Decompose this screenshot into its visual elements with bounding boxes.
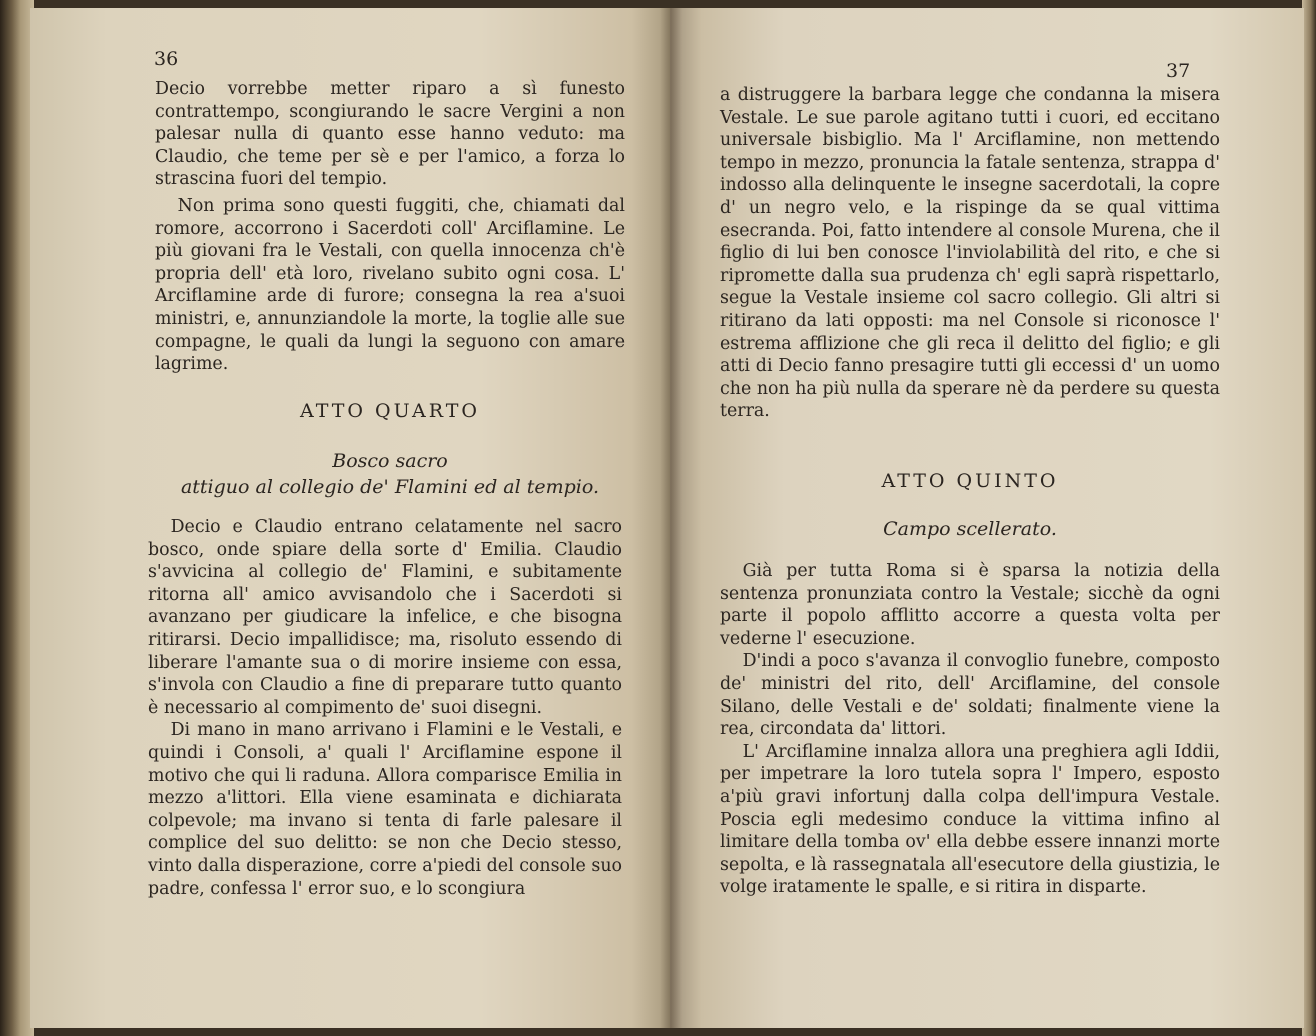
scene-line: Campo scellerato. xyxy=(883,518,1057,540)
left-page-top-text xyxy=(155,78,625,376)
left-page-edges xyxy=(0,0,34,1036)
paragraph: Decio e Claudio entrano celatamente nel sacro bosco, onde spiare della sorte d' Emilia. Claudio s'avvicina al collegio de' Flamini, e subitamente ritorna all' amico avvisandolo che i Sacerdoti si avanzano per giudicare la infelice, e che bisogna ritirarsi. Decio impallidisce; ma, risoluto essendo di liberare l'amante sua o di morire insieme con essa, s'invola con Claudio a fine di preparare tutto quanto è necessario al compimento de' suoi disegni. xyxy=(148,517,622,718)
act-heading: ATTO QUINTO xyxy=(881,470,1059,492)
paragraph: Già per tutta Roma si è sparsa la notizia della sentenza pronunziata contro la Vestale; sicchè da ogni parte il popolo afflitto accorre a questa volta per vederne l' esecuzione. xyxy=(720,561,1220,649)
book-gutter xyxy=(660,8,682,1028)
right-page xyxy=(670,8,1304,1028)
act-heading: ATTO QUARTO xyxy=(300,400,480,422)
paragraph: L' Arciflamine innalza allora una preghiera agli Iddii, per impetrare la loro tutela sopra l' Impero, esposto a'più gravi infortunj dalla colpa dell'impura Vestale. Poscia egli medesimo conduce la vittima infino al limitare della tomba ov' ella debbe essere innanzi morte sepolta, e là rassegnatala all'esecutore della giustizia, le volge iratamente le spalle, e si ritira in disparte. xyxy=(720,741,1220,898)
right-page-top-text xyxy=(720,84,1220,423)
scene-title xyxy=(720,516,1220,542)
paragraph: Non prima sono questi fuggiti, che, chiamati dal romore, accorrono i Sacerdoti coll' Arciflamine. Le più giovani fra le Vestali, con quella innocenza ch'è propria dell' età loro, rivelano subito ogni cosa. L' Arciflamine arde di furore; consegna la rea a'suoi ministri, e, annunziandole la morte, la toglie alle sue compagne, le quali da lungi la seguono con amare lagrime. xyxy=(155,195,625,375)
scene-line: Bosco sacro xyxy=(332,450,448,472)
scene-line: attiguo al collegio de' Flamini ed al tempio. xyxy=(180,476,600,498)
page-number: 36 xyxy=(154,48,179,70)
paragraph: Decio vorrebbe metter riparo a sì funesto contrattempo, scongiurando le sacre Vergini a non palesar nulla di quanto esse hanno veduto: ma Claudio, che teme per sè e per l'amico, a forza lo strascina fuori del tempio. xyxy=(155,79,625,190)
left-page-bottom-text xyxy=(148,516,622,900)
right-page-bottom-text xyxy=(720,560,1220,899)
paragraph: Di mano in mano arrivano i Flamini e le Vestali, e quindi i Consoli, a' quali l' Arciflamine espone il motivo che qui li raduna. Allora comparisce Emilia in mezzo a'littori. Ella viene esaminata e dichiarata colpevole; ma invano si tenta di farle palesare il complice del suo delitto: se non che Decio stesso, vinto dalla disperazione, corre a'piedi del console suo padre, confessa l' error suo, e lo scongiura xyxy=(148,720,622,899)
scene-title xyxy=(130,448,650,500)
left-page xyxy=(30,8,670,1028)
right-page-edges xyxy=(1302,0,1316,1036)
page-number: 37 xyxy=(1166,60,1191,82)
paragraph: D'indi a poco s'avanza il convoglio funebre, composto de' ministri del rito, dell' Arciflamine, del console Silano, delle Vestali e de' soldati; finalmente viene la rea, circondata da' littori. xyxy=(720,651,1220,740)
paragraph: a distruggere la barbara legge che condanna la misera Vestale. Le sue parole agitano tutti i cuori, ed eccitano universale bisbiglio. Ma l' Arciflamine, non mettendo tempo in mezzo, pronuncia la fatale sentenza, strappa d' indosso alla delinquente le insegne sacerdotali, la copre d' un negro velo, e la rispinge da se qual vittima esecranda. Poi, fatto intendere al console Murena, che il figlio di lui ben conosce l'inviolabilità del rito, e che si ripromette dalla sua prudenza ch' egli saprà rispettarlo, segue la Vestale insieme col sacro collegio. Gli altri si ritirano da lati opposti: ma nel Console si riconosce l' estrema afflizione che gli reca il delitto del figlio; e gli atti di Decio fanno presagire tutti gli eccessi d' un uomo che non ha più nulla da sperare nè da perdere su questa terra. xyxy=(720,85,1220,422)
